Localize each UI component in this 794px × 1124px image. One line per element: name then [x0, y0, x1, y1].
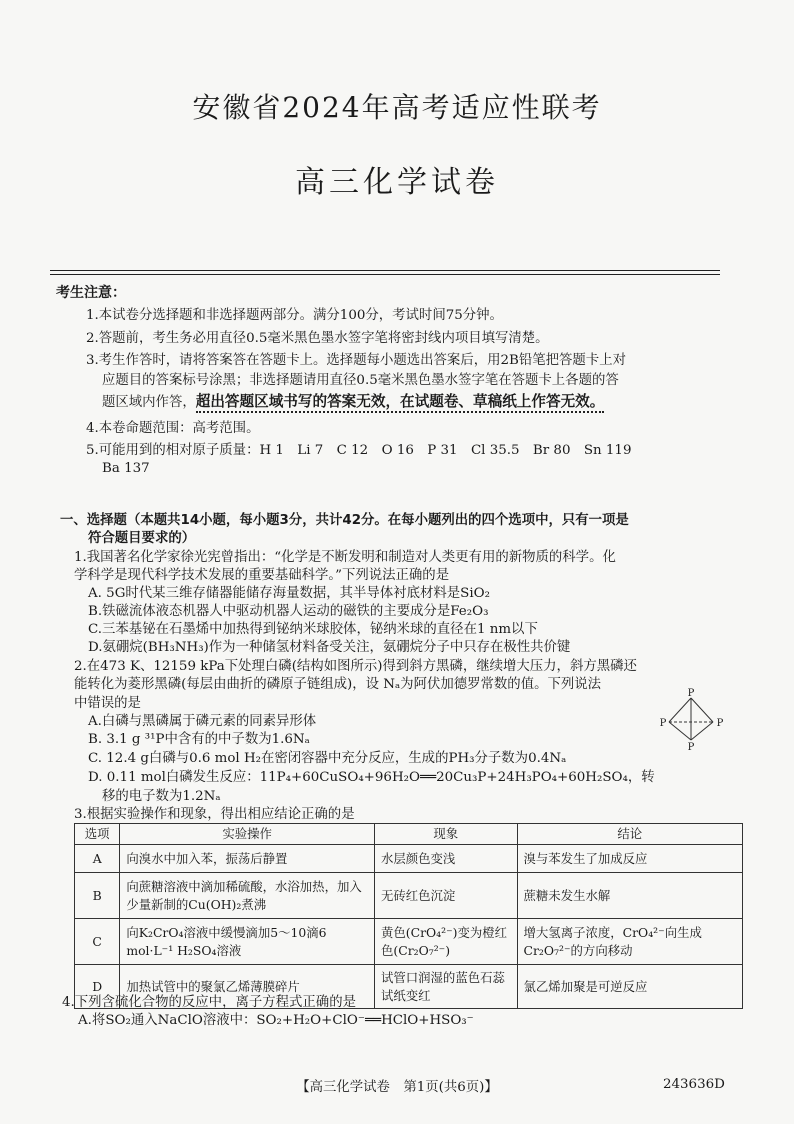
q4-stem: 4.下列含硫化合物的反应中，离子方程式正确的是 [62, 995, 356, 1010]
notice-emphasis: 超出答题区域书写的答案无效，在试题卷、草稿纸上作答无效。 [196, 393, 605, 413]
notice-item: 应题目的答案标号涂黑；非选择题请用直径0.5毫米黑色墨水签字笔在答题卡上各题的答 [102, 373, 619, 388]
table-cell: 溴与苯发生了加成反应 [517, 845, 742, 873]
table-cell: 加热试管中的聚氯乙烯薄膜碎片 [120, 965, 375, 1009]
q2-stem-cont: 中错误的是 [74, 696, 141, 711]
q2-option-d-cont: 移的电子数为1.2Nₐ [102, 789, 221, 804]
divider-top-thin [50, 274, 720, 275]
table-header: 现象 [374, 824, 517, 845]
notice-item: 题区域内作答， [102, 395, 196, 410]
notice-heading: 考生注意： [56, 285, 126, 301]
q2-option-a: A.白磷与黑磷属于磷元素的同素异形体 [88, 714, 317, 729]
exam-subtitle: 高三化学试卷 [295, 165, 499, 200]
table-header: 结论 [517, 824, 742, 845]
section-heading: 一、选择题（本题共14小题，每小题3分，共计42分。在每小题列出的四个选项中，只有一项是 [60, 513, 629, 528]
q2-option-b: B. 3.1 g ³¹P中含有的中子数为1.6Nₐ [88, 732, 310, 747]
notice-item: 3.考生作答时，请将答案答在答题卡上。选择题每小题选出答案后，用2B铅笔把答题卡上对 [86, 353, 626, 368]
q2-option-d: D. 0.11 mol白磷发生反应：11P₄+60CuSO₄+96H₂O══20Cu₃P+24H₃PO₄+60H₂SO₄，转 [88, 770, 655, 785]
table-cell: 试管口润湿的蓝色石蕊试纸变红 [374, 965, 517, 1009]
q1-option-b: B.铁磁流体液态机器人中驱动机器人运动的磁铁的主要成分是Fe₂O₃ [88, 604, 489, 619]
page-footer: 【高三化学试卷 第1页(共6页)】 [296, 1080, 498, 1095]
q4-option-a: A.将SO₂通入NaClO溶液中：SO₂+H₂O+ClO⁻══HClO+HSO₃⁻ [78, 1013, 474, 1028]
q1-stem-cont: 学科学是现代科学技术发展的重要基础科学。”下列说法正确的是 [74, 568, 450, 583]
table-cell: 蔗糖未发生水解 [517, 873, 742, 919]
exam-title: 安徽省2024年高考适应性联考 [192, 91, 602, 124]
p-atom-label: P [659, 718, 667, 729]
table-cell: 氯乙烯加聚是可逆反应 [517, 965, 742, 1009]
p-atom-label: P [687, 688, 695, 699]
table-cell: 水层颜色变浅 [374, 845, 517, 873]
table-cell: C [75, 919, 120, 965]
table-header: 实验操作 [120, 824, 375, 845]
table-cell: A [75, 845, 120, 873]
table-row [75, 919, 743, 965]
table-cell: 无砖红色沉淀 [374, 873, 517, 919]
notice-item-line [102, 390, 604, 411]
q2-option-c: C. 12.4 g白磷与0.6 mol H₂在密闭容器中充分反应，生成的PH₃分子数为0.4Nₐ [88, 751, 567, 766]
p-atom-label: P [687, 742, 695, 752]
white-phosphorus-structure [655, 688, 735, 752]
notice-item: 5.可能用到的相对原子质量：H 1 Li 7 C 12 O 16 P 31 Cl 35.5 Br 80 Sn 119 [86, 443, 632, 458]
notice-item: Ba 137 [102, 461, 150, 476]
q2-stem-cont: 能转化为菱形黑磷(每层由曲折的磷原子链组成)，设 Nₐ为阿伏加德罗常数的值。下列说法 [74, 677, 602, 692]
table-cell: D [75, 965, 120, 1009]
table-cell: 增大氢离子浓度，CrO₄²⁻向生成Cr₂O₇²⁻的方向移动 [517, 919, 742, 965]
experiment-table [74, 823, 743, 1009]
q3-stem: 3.根据实验操作和现象，得出相应结论正确的是 [74, 807, 355, 822]
exam-code: 243636D [663, 1077, 725, 1092]
table-cell: 向K₂CrO₄溶液中缓慢滴加5～10滴6 mol·L⁻¹ H₂SO₄溶液 [120, 919, 375, 965]
q1-option-a: A. 5G时代某三维存储器能储存海量数据，其半导体衬底材料是SiO₂ [88, 586, 490, 601]
section-heading-cont: 符合题目要求的） [88, 531, 196, 546]
q1-option-d: D.氨硼烷(BH₃NH₃)作为一种储氢材料备受关注，氨硼烷分子中只存在极性共价键 [88, 640, 571, 655]
table-cell: B [75, 873, 120, 919]
divider-top [50, 270, 720, 271]
table-cell: 向蔗糖溶液中滴加稀硫酸，水浴加热，加入少量新制的Cu(OH)₂煮沸 [120, 873, 375, 919]
notice-item: 1.本试卷分选择题和非选择题两部分。满分100分，考试时间75分钟。 [86, 308, 503, 323]
table-row [75, 873, 743, 919]
table-cell: 向溴水中加入苯，振荡后静置 [120, 845, 375, 873]
notice-item: 2.答题前，考生务必用直径0.5毫米黑色墨水签字笔将密封线内项目填写清楚。 [86, 331, 549, 346]
table-header-row [75, 824, 743, 845]
q1-option-c: C.三苯基铋在石墨烯中加热得到铋纳米球胶体，铋纳米球的直径在1 nm以下 [88, 622, 538, 637]
q1-stem: 1.我国著名化学家徐光宪曾指出：“化学是不断发明和制造对人类更有用的新物质的科学。化 [74, 550, 616, 565]
notice-item: 4.本卷命题范围：高考范围。 [86, 421, 260, 436]
p-atom-label: P [716, 718, 724, 729]
q2-stem: 2.在473 K、12159 kPa下处理白磷(结构如图所示)得到斜方黑磷，继续增大压力，斜方黑磷还 [74, 659, 637, 674]
table-row [75, 845, 743, 873]
table-header: 选项 [75, 824, 120, 845]
table-cell: 黄色(CrO₄²⁻)变为橙红色(Cr₂O₇²⁻) [374, 919, 517, 965]
